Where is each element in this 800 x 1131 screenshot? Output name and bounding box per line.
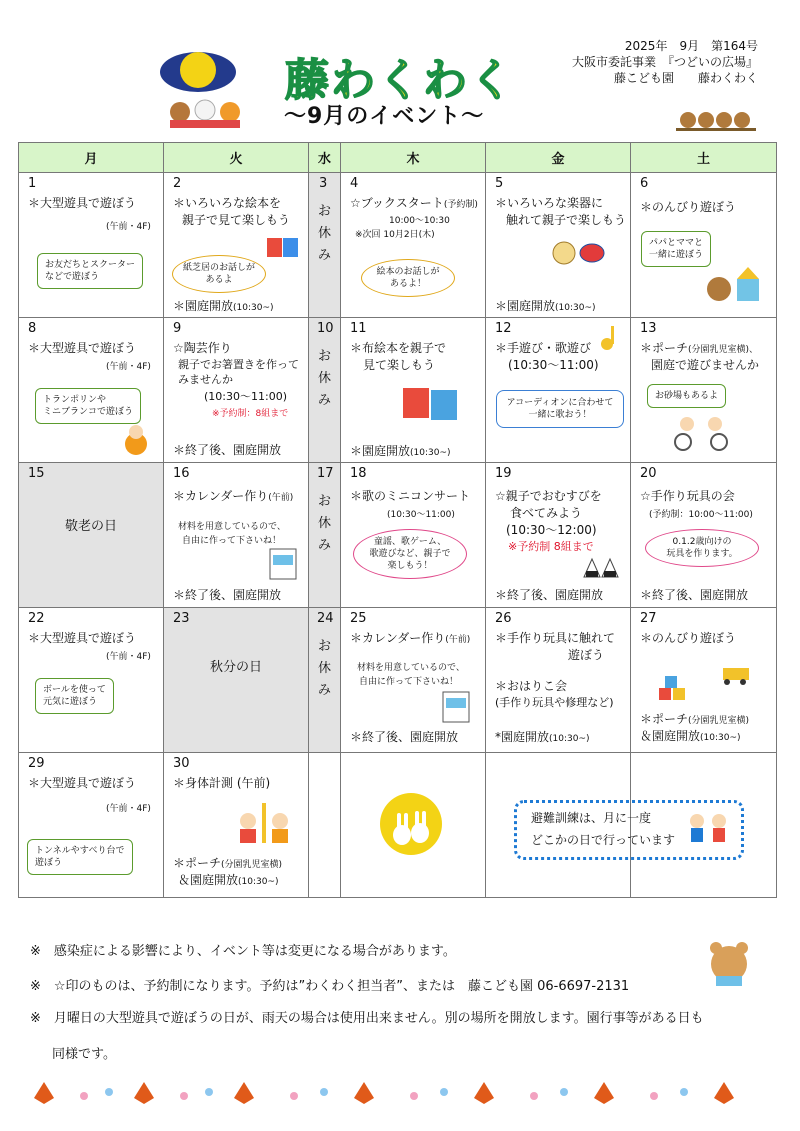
event-line: 親子でお箸置きを作って	[178, 358, 299, 371]
event-line: 触れて親子で楽しもう	[506, 213, 627, 227]
bubble-text: ミニブランコで遊ぼう	[43, 407, 134, 417]
bubble-text: パパとママと	[649, 238, 704, 248]
bubble-text: お砂場もあるよ	[655, 391, 719, 401]
event-line	[495, 728, 590, 745]
event-note: 材料を用意しているので、	[357, 663, 465, 673]
closed-cell	[309, 463, 341, 608]
event-line: ＊布絵本を親子で	[350, 341, 447, 355]
day-number: 3	[319, 176, 328, 191]
day-cell	[164, 318, 309, 463]
bubble-text: 童謡、歌ゲーム、	[373, 537, 447, 547]
speech-bubble	[37, 253, 143, 289]
day-number: 29	[28, 756, 45, 771]
event-time: (10:30~)	[555, 303, 596, 313]
day-number: 11	[350, 321, 367, 336]
page-subtitle: 〜9月のイベント〜	[284, 104, 485, 129]
week-row	[19, 463, 777, 608]
event-note: (午前・4F)	[106, 362, 151, 372]
event-time: (10:30〜11:00)	[508, 358, 599, 372]
event-line	[495, 297, 596, 314]
closed-char: み	[317, 248, 331, 263]
event-line: ＊大型遊具で遊ぼう	[28, 776, 137, 790]
empty-cell	[309, 753, 341, 898]
event-time: (10:30〜11:00)	[204, 390, 287, 403]
day-number: 24	[317, 611, 334, 626]
bubble-text: 絵本のお話しが	[376, 267, 440, 277]
event-line: みませんか	[178, 373, 233, 386]
event-text: ＊園庭開放	[350, 444, 411, 458]
rice-ball-icon	[582, 555, 622, 581]
event-line: ＊おはりこ会	[495, 679, 568, 693]
closed-char: 休	[317, 226, 331, 241]
event-time: (10:30〜12:00)	[506, 523, 597, 537]
toys-icon	[655, 660, 755, 704]
day-number: 12	[495, 321, 512, 336]
event-text: ＊カレンダー作り	[173, 489, 269, 503]
music-note-icon	[598, 322, 624, 352]
day-cell	[486, 608, 631, 753]
owls-icon	[676, 106, 756, 134]
event-line: ＊歌のミニコンサート	[350, 489, 471, 503]
owls-illustration	[676, 106, 756, 138]
event-line	[173, 487, 293, 504]
day-cell	[19, 753, 164, 898]
event-line	[178, 871, 279, 888]
day-cell	[164, 463, 309, 608]
evacuation-line-2: どこかの日で行っています	[531, 833, 676, 847]
event-note: (分園乳児室横)	[221, 860, 283, 870]
bubble-text: 遊ぼう	[35, 858, 63, 868]
event-line: ＊大型遊具で遊ぼう	[28, 631, 137, 645]
moon-rabbits-illustration	[380, 793, 442, 855]
day-number: 5	[495, 176, 504, 191]
weekday-mon: 月	[19, 143, 164, 173]
event-line	[350, 629, 470, 646]
day-number: 1	[28, 176, 37, 191]
holiday-cell	[19, 463, 164, 608]
speech-bubble	[27, 839, 133, 875]
closed-label	[309, 636, 340, 702]
bubble-text: 一緒に遊ぼう	[649, 250, 704, 260]
day-number: 30	[173, 756, 190, 771]
closed-cell	[309, 318, 341, 463]
event-line: 見て楽しもう	[363, 358, 436, 372]
event-line: 親子で見て楽しもう	[182, 213, 291, 227]
closed-cell	[309, 173, 341, 318]
bubble-text: 一緒に歌おう！	[528, 410, 592, 420]
closed-char: み	[317, 683, 331, 698]
event-line	[350, 442, 451, 459]
closed-char: 休	[317, 371, 331, 386]
bubble-text: お友だちとスクーター	[45, 260, 136, 270]
event-time: (10:30~)	[700, 733, 741, 743]
reservation-note: ※予約制 8組まで	[508, 540, 594, 553]
weekday-fri: 金	[486, 143, 631, 173]
rabbits-icon	[380, 793, 442, 855]
closed-char: お	[317, 349, 331, 364]
footnote: ※ ☆印のものは、予約制になります。予約は”わくわく担当者”、または 藤こども園 06-6697-2131	[30, 979, 630, 994]
speech-bubble	[641, 231, 711, 267]
page-title: 藤わくわく	[285, 55, 515, 106]
event-line: ＊終了後、園庭開放	[350, 730, 459, 744]
event-text: ＊ポーチ	[173, 856, 222, 870]
event-line: ＊手遊び・歌遊び	[495, 341, 592, 355]
day-cell	[341, 173, 486, 318]
event-note: 自由に作って下さいね！	[182, 536, 282, 546]
bubble-text: 紙芝居のお話しが	[182, 263, 255, 273]
event-line: ＊終了後、園庭開放	[640, 588, 749, 602]
event-text: *園庭開放	[495, 730, 550, 744]
day-cell	[164, 753, 309, 898]
event-line: 園庭で遊びませんか	[651, 358, 760, 372]
bubble-text: あるよ	[205, 275, 233, 285]
event-time: 10:00〜10:30	[389, 216, 450, 226]
organization-info	[572, 38, 758, 86]
bubble-text: アコーディオンに合わせて	[506, 398, 614, 408]
day-number: 6	[640, 176, 649, 191]
event-line: ＊大型遊具で遊ぼう	[28, 341, 137, 355]
event-note: 自由に作って下さいね！	[359, 677, 459, 687]
day-number: 13	[640, 321, 657, 336]
event-line: 食べてみよう	[510, 506, 583, 520]
kids-tricycle-icon	[669, 414, 735, 454]
bubble-text: 元気に遊ぼう	[43, 697, 98, 707]
picture-book-icon	[266, 235, 300, 259]
footnote: ※ 月曜日の大型遊具で遊ぼうの日が、雨天の場合は使用出来ません。別の場所を開放します。園行事等がある日も	[30, 1011, 704, 1026]
closed-label	[309, 346, 340, 412]
event-note: (分園乳児室横)	[688, 716, 750, 726]
event-line: ＊大型遊具で遊ぼう	[28, 196, 137, 210]
leaves-music-notes-icon	[24, 1078, 776, 1108]
event-line: ＊のんびり遊ぼう	[640, 631, 737, 645]
day-cell	[486, 173, 631, 318]
day-number: 9	[173, 321, 182, 336]
bubble-text: 玩具を作ります。	[666, 549, 738, 559]
closed-cell	[309, 608, 341, 753]
speech-bubble	[35, 388, 141, 424]
bubble-text: などで遊ぼう	[45, 272, 100, 282]
event-time: (10:30~)	[233, 303, 274, 313]
event-text: ＊ポーチ	[640, 341, 689, 355]
event-line	[350, 194, 478, 211]
calendar-icon	[268, 547, 298, 581]
footnote: 同様です。	[52, 1047, 116, 1062]
day-number: 8	[28, 321, 37, 336]
closed-char: お	[317, 494, 331, 509]
day-cell	[341, 318, 486, 463]
bubble-text: あるよ！	[389, 279, 426, 289]
closed-char: 休	[317, 516, 331, 531]
event-line: 遊ぼう	[568, 648, 605, 662]
bubble-text: トンネルやすべり台で	[35, 846, 125, 856]
bubble-text: 楽しもう！	[387, 561, 433, 571]
closed-char: お	[317, 639, 331, 654]
day-cell	[164, 173, 309, 318]
day-cell	[19, 318, 164, 463]
closed-label	[309, 491, 340, 557]
event-note: (午前・4F)	[106, 222, 151, 232]
event-text: ☆ブックスタート	[350, 196, 444, 210]
day-number: 27	[640, 611, 657, 626]
header-illustration	[150, 30, 260, 130]
event-line: ＊終了後、園庭開放	[173, 443, 282, 457]
event-note: (午前・4F)	[106, 804, 151, 814]
day-number: 17	[317, 466, 334, 481]
closed-label	[309, 201, 340, 267]
speech-bubble	[353, 529, 467, 579]
day-number: 2	[173, 176, 182, 191]
speech-bubble	[496, 390, 624, 428]
event-text: ＊ポーチ	[640, 712, 689, 726]
week-row	[19, 608, 777, 753]
bubble-text: トランポリンや	[43, 395, 107, 405]
moon-animals-icon	[150, 30, 260, 130]
day-number: 26	[495, 611, 512, 626]
measuring-kids-icon	[234, 801, 296, 845]
child-pumpkin-icon	[119, 422, 153, 456]
event-time: (10:30~)	[410, 448, 451, 458]
day-number: 23	[173, 611, 190, 626]
closed-char: お	[317, 204, 331, 219]
day-number: 20	[640, 466, 657, 481]
event-note: 材料を用意しているので、	[178, 522, 286, 532]
holiday-name: 敬老の日	[64, 519, 117, 534]
issue-line: 2025年 9月 第164号	[624, 39, 758, 53]
bubble-text: 歌遊びなど、親子で	[369, 549, 451, 559]
event-line: ☆親子でおむすびを	[495, 489, 602, 503]
day-number: 15	[28, 466, 45, 481]
event-line: ＊終了後、園庭開放	[495, 588, 604, 602]
speech-bubble	[172, 255, 266, 293]
day-number: 22	[28, 611, 45, 626]
event-time: (10:30~)	[549, 734, 590, 744]
day-cell	[631, 318, 777, 463]
day-cell	[341, 608, 486, 753]
instruments-icon	[552, 239, 608, 269]
event-text: ＆園庭開放	[640, 729, 701, 743]
bubble-text: ボールを使って	[43, 685, 106, 695]
speech-bubble	[645, 529, 759, 567]
org-line-2: 藤こども園 藤わくわく	[613, 71, 758, 85]
weekday-tue: 火	[164, 143, 309, 173]
event-note: (手作り玩具や修理など)	[495, 696, 614, 709]
speech-bubble	[647, 384, 726, 408]
event-line: ＊いろいろな絵本を	[173, 196, 282, 210]
closed-char: 休	[317, 661, 331, 676]
event-note: (分園乳児室横)、	[688, 345, 759, 355]
evacuation-line-1: 避難訓練は、月に一度	[531, 811, 652, 825]
event-line	[640, 710, 749, 727]
event-line: ＊のんびり遊ぼう	[640, 200, 737, 214]
holiday-cell	[164, 608, 309, 753]
day-number: 10	[317, 321, 334, 336]
weekday-wed: 水	[309, 143, 341, 173]
bear-blocks-icon	[703, 263, 763, 307]
cloth-book-icon	[399, 382, 463, 422]
reservation-note: ※予約制：8組まで	[212, 409, 289, 419]
day-number: 18	[350, 466, 367, 481]
event-note: (午前)	[445, 635, 471, 645]
holiday-name: 秋分の日	[209, 660, 262, 675]
day-number: 16	[173, 466, 190, 481]
weekday-header-row	[19, 143, 777, 173]
day-cell	[631, 463, 777, 608]
event-line	[640, 339, 758, 356]
day-cell	[341, 463, 486, 608]
event-line: ＊いろいろな楽器に	[495, 196, 604, 210]
event-calendar	[18, 142, 777, 898]
day-cell	[19, 173, 164, 318]
event-line: ☆陶芸作り	[173, 341, 232, 355]
day-cell	[486, 318, 631, 463]
event-line	[173, 297, 274, 314]
evacuation-drill-note	[514, 800, 744, 860]
event-text: ＊園庭開放	[495, 299, 556, 313]
speech-bubble	[35, 678, 114, 714]
bubble-text: 0.1.2歳向けの	[672, 537, 732, 547]
event-line: ☆手作り玩具の会	[640, 489, 735, 503]
closed-char: み	[317, 538, 331, 553]
closed-char: み	[317, 393, 331, 408]
calendar-icon	[441, 690, 471, 724]
event-text: ＊園庭開放	[173, 299, 234, 313]
weekday-thu: 木	[341, 143, 486, 173]
day-cell	[19, 608, 164, 753]
event-line	[640, 727, 741, 744]
autumn-leaves-border	[24, 1078, 776, 1108]
event-note: ※次回 10月2日(木)	[355, 230, 435, 240]
event-note: (午前・4F)	[106, 652, 151, 662]
event-time: (10:30~)	[238, 877, 279, 887]
event-line: ＊手作り玩具に触れて	[495, 631, 616, 645]
week-row	[19, 318, 777, 463]
event-text: ＆園庭開放	[178, 873, 239, 887]
event-text: ＊カレンダー作り	[350, 631, 446, 645]
day-cell	[631, 173, 777, 318]
event-time: (10:30〜11:00)	[387, 510, 455, 520]
event-note: (午前)	[268, 493, 294, 503]
event-line: ＊終了後、園庭開放	[173, 588, 282, 602]
event-line	[173, 854, 282, 871]
running-kids-icon	[683, 811, 733, 855]
org-line-1: 大阪市委託事業 『つどいの広場』	[571, 55, 758, 69]
week-row	[19, 173, 777, 318]
day-number: 19	[495, 466, 512, 481]
event-line: ＊身体計測 (午前)	[173, 776, 271, 790]
speech-bubble	[361, 259, 455, 297]
event-time: (予約制：10:00〜11:00)	[649, 510, 753, 520]
weekday-sat: 土	[631, 143, 777, 173]
day-cell	[631, 608, 777, 753]
day-number: 4	[350, 176, 359, 191]
footnote: ※ 感染症による影響により、イベント等は変更になる場合があります。	[30, 944, 456, 959]
day-number: 25	[350, 611, 367, 626]
day-cell	[486, 463, 631, 608]
event-note: (予約制)	[443, 200, 478, 210]
bear-icon	[704, 938, 754, 988]
